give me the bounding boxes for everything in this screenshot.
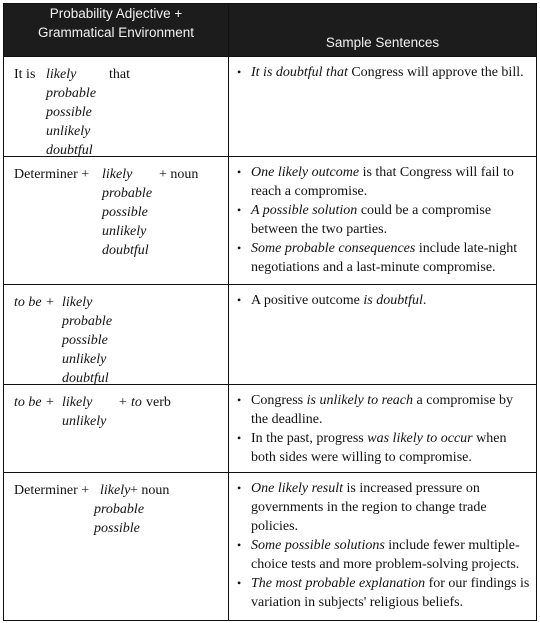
sample-sentence [237, 163, 530, 201]
sentence-text: Congress will approve the bill. [347, 65, 524, 80]
adjective: unlikely [62, 414, 107, 429]
bullet-icon: • [237, 481, 242, 495]
sentence-text: Congress [251, 393, 307, 408]
adjective: doubtful [62, 371, 109, 386]
adjective: likely [62, 395, 93, 410]
sentence-emphasis: A possible solution [251, 203, 358, 218]
sample-sentence [237, 429, 530, 467]
adjective: likely [62, 295, 93, 310]
bullet-icon: • [237, 393, 242, 407]
sample-sentence [237, 201, 530, 239]
environment-cell [4, 385, 229, 473]
adjective: unlikely [46, 124, 91, 139]
sentence-text: . [422, 293, 427, 308]
bullet-icon: • [237, 165, 242, 179]
tail-verb-text: verb [146, 395, 171, 410]
sample-sentence [237, 239, 530, 277]
header-right: Sample Sentences [229, 4, 537, 57]
adjective: likely [46, 67, 77, 82]
sentence-emphasis: is doubtful [363, 293, 423, 308]
adjective: doubtful [102, 243, 149, 258]
sample-sentence [237, 391, 530, 429]
header-left [4, 4, 229, 57]
sentence-text: include fewer multiple-choice tests and more problem-solving projects. [251, 538, 520, 572]
sample-sentence [237, 536, 530, 574]
header-row [4, 4, 537, 57]
sample-sentence [237, 479, 530, 536]
sentence-text: could be a compromise between the two parties. [251, 203, 492, 237]
lead-text: to be + [14, 295, 55, 310]
sentence-emphasis: The most probable explanation [251, 576, 426, 591]
sample-sentence [237, 574, 530, 612]
table-row [4, 473, 537, 621]
sentence-emphasis: One likely result [251, 481, 344, 496]
adjective: possible [62, 333, 108, 348]
adjective: likely [102, 167, 133, 182]
adjective: unlikely [62, 352, 107, 367]
lead-text: to be + [14, 395, 55, 410]
sentence-text: is increased pressure on governments in the region to change trade policies. [251, 481, 487, 534]
adjective: possible [102, 205, 148, 220]
sentence-emphasis: Some possible solutions [251, 538, 385, 553]
tail-to-text: + to [118, 395, 142, 410]
sentences-cell [229, 157, 537, 285]
probability-adjectives-table [3, 3, 537, 621]
table-row [4, 157, 537, 285]
adjective: likely [100, 483, 131, 498]
adjective: possible [94, 521, 140, 536]
adjective: probable [102, 186, 153, 201]
table-row [4, 285, 537, 385]
sentence-list [237, 479, 530, 612]
tail-text: that [109, 67, 130, 82]
tail-text: + noun [130, 483, 170, 498]
table-row [4, 385, 537, 473]
sentence-list [237, 63, 530, 82]
sentence-emphasis: Some probable consequences [251, 241, 416, 256]
environment-cell [4, 285, 229, 385]
sentence-emphasis: It is doubtful that [251, 65, 348, 80]
sentence-list [237, 163, 530, 277]
sentence-emphasis: One likely outcome [251, 165, 360, 180]
lead-text: Determiner + [14, 483, 90, 498]
sentences-cell [229, 285, 537, 385]
sentence-list [237, 391, 530, 467]
lead-text: Determiner + [14, 167, 90, 182]
sentence-text: when both sides were willing to compromise. [251, 431, 507, 465]
sentence-text: is that Congress will fail to reach a compromise. [251, 165, 514, 199]
sentence-emphasis: is unlikely to reach [306, 393, 414, 408]
adjective: doubtful [46, 143, 93, 158]
adjective: possible [46, 105, 92, 120]
header-left-line1: Probability Adjective + [49, 6, 183, 21]
sentence-emphasis: was likely to occur [367, 431, 473, 446]
sentence-text: In the past, progress [251, 431, 368, 446]
sentences-cell [229, 385, 537, 473]
bullet-icon: • [237, 65, 242, 79]
sample-sentence [237, 63, 530, 82]
sentence-text: a compromise by the deadline. [251, 393, 513, 427]
sentences-cell [229, 57, 537, 157]
adjective: unlikely [102, 224, 147, 239]
bullet-icon: • [237, 203, 242, 217]
table-row [4, 57, 537, 157]
adjective: probable [62, 314, 113, 329]
adjective: probable [94, 502, 145, 517]
environment-cell [4, 473, 229, 621]
sentences-cell [229, 473, 537, 621]
bullet-icon: • [237, 431, 242, 445]
adjective: probable [46, 86, 97, 101]
sample-sentence [237, 291, 530, 310]
sentence-text: include late-night negotiations and a last-minute compromise. [251, 241, 518, 275]
lead-text: It is [14, 67, 36, 82]
bullet-icon: • [237, 538, 242, 552]
sentence-list [237, 291, 530, 310]
sentence-text: for our findings is variation in subjects' religious beliefs. [251, 576, 530, 610]
bullet-icon: • [237, 293, 242, 307]
header-left-line2: Grammatical Environment [37, 25, 195, 40]
environment-cell [4, 157, 229, 285]
tail-text: + noun [159, 167, 199, 182]
sentence-text: A positive outcome [251, 293, 364, 308]
bullet-icon: • [237, 576, 242, 590]
environment-cell [4, 57, 229, 157]
bullet-icon: • [237, 241, 242, 255]
